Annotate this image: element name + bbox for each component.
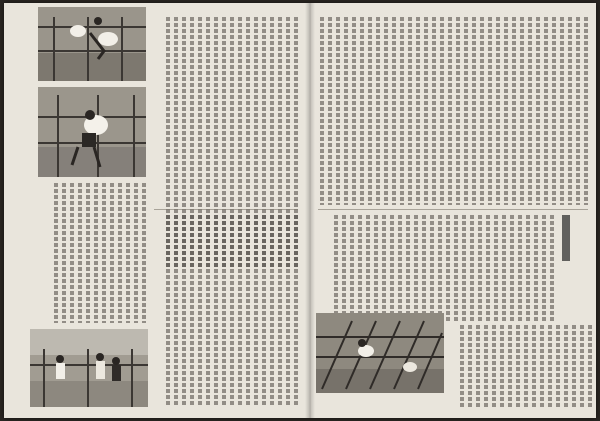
text-line <box>126 183 130 323</box>
text-line <box>230 215 234 407</box>
text-line <box>448 17 452 205</box>
text-line <box>552 17 556 205</box>
text-line <box>484 325 488 407</box>
text-line <box>222 215 226 407</box>
text-line <box>70 183 74 323</box>
text-line <box>54 183 58 323</box>
text-line <box>516 325 520 407</box>
text-line <box>336 17 340 205</box>
text-line <box>588 325 592 407</box>
text-line <box>62 183 66 323</box>
text-line <box>446 215 450 323</box>
text-line <box>190 215 194 407</box>
text-line <box>424 17 428 205</box>
text-line <box>542 215 546 323</box>
text-line <box>500 325 504 407</box>
text-line <box>524 325 528 407</box>
text-line <box>408 17 412 205</box>
photo-climbing-bars-1 <box>38 7 146 81</box>
text-line <box>526 215 530 323</box>
text-line <box>142 183 146 323</box>
text-line <box>478 215 482 323</box>
text-line <box>540 325 544 407</box>
text-line <box>262 215 266 407</box>
text-line <box>496 17 500 205</box>
text-line <box>376 17 380 205</box>
right-page <box>312 3 596 418</box>
text-line <box>384 17 388 205</box>
text-line <box>454 215 458 323</box>
text-line <box>580 325 584 407</box>
text-line <box>374 215 378 323</box>
right-text-lower <box>318 215 554 323</box>
text-line <box>86 183 90 323</box>
text-line <box>494 215 498 323</box>
text-line <box>544 17 548 205</box>
text-line <box>584 17 588 205</box>
text-line <box>572 325 576 407</box>
text-line <box>368 17 372 205</box>
text-line <box>550 215 554 323</box>
text-line <box>174 215 178 407</box>
text-line <box>502 215 506 323</box>
text-line <box>464 17 468 205</box>
text-line <box>360 17 364 205</box>
text-line <box>492 325 496 407</box>
text-line <box>342 215 346 323</box>
text-line <box>556 325 560 407</box>
text-line <box>246 215 250 407</box>
text-line <box>118 183 122 323</box>
section-divider <box>154 209 298 210</box>
text-line <box>328 17 332 205</box>
text-line <box>460 325 464 407</box>
text-line <box>532 325 536 407</box>
text-line <box>350 215 354 323</box>
text-line <box>432 17 436 205</box>
text-line <box>390 215 394 323</box>
text-line <box>510 215 514 323</box>
photo-climbing-structure <box>316 313 444 393</box>
text-line <box>468 325 472 407</box>
text-line <box>472 17 476 205</box>
text-line <box>352 17 356 205</box>
text-line <box>398 215 402 323</box>
text-line <box>392 17 396 205</box>
photo-climbing-bars-2 <box>38 87 146 177</box>
text-line <box>278 215 282 407</box>
photo-schoolyard-bars <box>30 329 148 407</box>
text-line <box>440 17 444 205</box>
text-line <box>214 215 218 407</box>
text-line <box>520 17 524 205</box>
text-line <box>358 215 362 323</box>
text-line <box>294 215 298 407</box>
text-line <box>430 215 434 323</box>
text-line <box>536 17 540 205</box>
text-line <box>486 215 490 323</box>
text-line <box>94 183 98 323</box>
text-line <box>198 215 202 407</box>
text-line <box>422 215 426 323</box>
text-line <box>416 17 420 205</box>
text-line <box>406 215 410 323</box>
text-line <box>382 215 386 323</box>
text-line <box>568 17 572 205</box>
text-line <box>270 215 274 407</box>
text-line <box>182 215 186 407</box>
text-line <box>102 183 106 323</box>
text-line <box>576 17 580 205</box>
text-line <box>518 215 522 323</box>
text-line <box>470 215 474 323</box>
text-line <box>534 215 538 323</box>
text-line <box>320 17 324 205</box>
section-divider <box>318 209 588 210</box>
book-spread <box>4 3 596 418</box>
section-heading <box>562 215 570 261</box>
text-line <box>480 17 484 205</box>
text-line <box>462 215 466 323</box>
text-line <box>504 17 508 205</box>
text-line <box>476 325 480 407</box>
text-line <box>508 325 512 407</box>
text-line <box>400 17 404 205</box>
text-line <box>166 215 170 407</box>
text-line <box>366 215 370 323</box>
text-line <box>438 215 442 323</box>
left-page <box>4 3 306 418</box>
text-line <box>78 183 82 323</box>
text-line <box>560 17 564 205</box>
text-line <box>414 215 418 323</box>
text-line <box>254 215 258 407</box>
text-line <box>548 325 552 407</box>
text-line <box>512 17 516 205</box>
text-line <box>564 325 568 407</box>
text-line <box>206 215 210 407</box>
text-line <box>528 17 532 205</box>
text-line <box>286 215 290 407</box>
text-line <box>344 17 348 205</box>
text-line <box>488 17 492 205</box>
text-line <box>238 215 242 407</box>
text-line <box>134 183 138 323</box>
text-line <box>334 215 338 323</box>
left-text-under-photos <box>42 183 146 323</box>
left-text-lower-block <box>154 215 298 407</box>
right-text-upper <box>318 17 588 205</box>
right-text-beside-photo <box>452 325 592 407</box>
text-line <box>456 17 460 205</box>
text-line <box>110 183 114 323</box>
